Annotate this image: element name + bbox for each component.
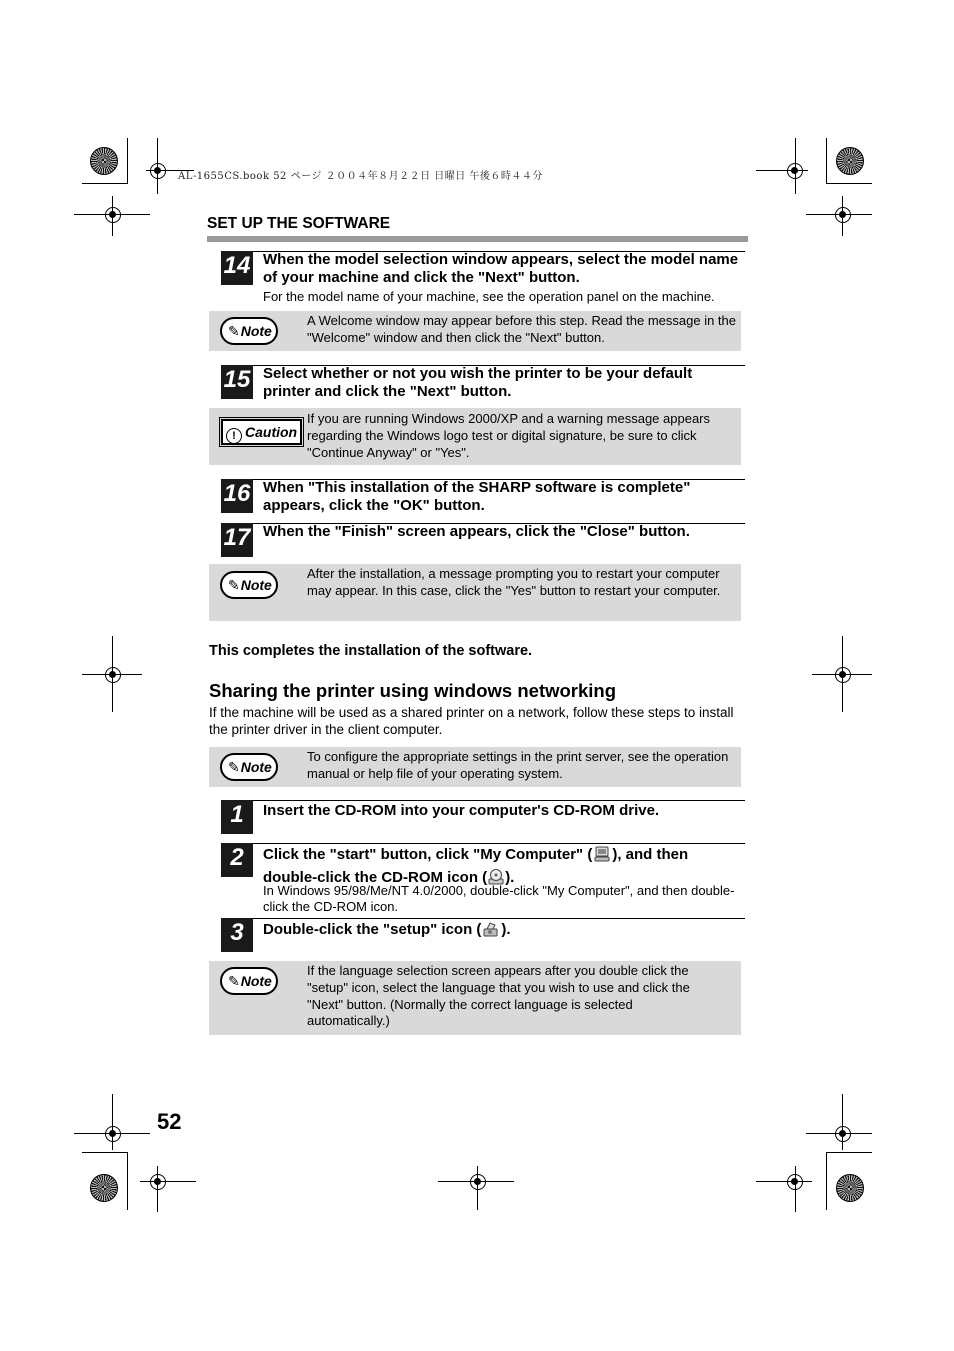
step-instruction: Select whether or not you wish the printer to be your default printer and click the "Next" button. [263,365,693,400]
note-box [209,747,741,787]
pencil-icon: ✎ [228,323,240,339]
registration-target-icon [150,163,166,179]
note-text: If the language selection screen appears after you double click the "setup" icon, select the language that you wish to use and click the "Next" button. (Normally the correct language is selected automatically.) [307,963,690,1029]
note-text: After the installation, a message prompting you to restart your computer may appear. In this case, click the "Yes" button to restart your computer. [307,566,721,598]
warning-icon: ! [226,428,242,444]
caution-box [209,408,741,465]
registration-target-icon [150,1174,166,1190]
registration-target-icon [470,1174,486,1190]
step-instruction: When the model selection window appears, select the model name of your machine and click the "Next" button. [263,251,739,286]
caution-text: If you are running Windows 2000/XP and a warning message appears regarding the Windows logo test or digital signature, be sure to click "Continue Anyway" or "Yes". [307,411,711,460]
subsection-heading: Sharing the printer using windows networking [209,680,617,701]
registration-target-icon [105,207,121,223]
section-title: SET UP THE SOFTWARE [207,215,391,232]
pencil-icon: ✎ [228,577,240,593]
step-number: 16 [221,479,253,513]
registration-sunburst-icon [90,147,118,175]
note-badge: ✎Note [220,967,278,995]
setup-icon [481,920,501,943]
step-detail: In Windows 95/98/Me/NT 4.0/2000, double-click "My Computer", and then double-click the CD-ROM icon. [263,883,735,914]
step-instruction: When the "Finish" screen appears, click the "Close" button. [263,523,690,540]
registration-target-icon [787,1174,803,1190]
pencil-icon: ✎ [228,759,240,775]
note-badge: ✎Note [220,753,278,781]
note-text: To configure the appropriate settings in the print server, see the operation manual or help file of your operating system. [307,749,729,781]
note-box [209,961,741,1035]
section-rule [207,236,748,242]
step-number: 1 [221,800,253,834]
registration-target-icon [787,163,803,179]
registration-sunburst-icon [836,147,864,175]
step-number: 17 [221,523,253,557]
note-badge: ✎Note [220,317,278,345]
registration-sunburst-icon [90,1174,118,1202]
step-number: 14 [221,251,253,285]
page-number: 52 [157,1109,182,1134]
registration-target-icon [835,1126,851,1142]
completion-message: This completes the installation of the software. [209,643,533,659]
step-instruction: Click the "start" button, click "My Computer" ( ), and then double-click the CD-ROM icon ( ). [263,845,743,891]
subsection-intro: If the machine will be used as a shared printer on a network, follow these steps to install the printer driver in the client computer. [209,705,734,737]
registration-target-icon [835,667,851,683]
pencil-icon: ✎ [228,973,240,989]
step-number: 2 [221,843,253,877]
step-instruction: When "This installation of the SHARP software is complete" appears, click the "OK" button. [263,479,691,514]
registration-target-icon [835,207,851,223]
note-box [209,564,741,621]
step-detail: For the model name of your machine, see the operation panel on the machine. [263,289,715,304]
step-instruction: Double-click the "setup" icon ( ). [263,920,743,943]
step-number: 3 [221,918,253,952]
registration-target-icon [105,667,121,683]
my-computer-icon [592,845,612,868]
note-text: A Welcome window may appear before this step. Read the message in the "Welcome" window and then click the "Next" button. [307,313,736,345]
note-badge: ✎Note [220,571,278,599]
note-box [209,311,741,351]
print-header-meta: AL-1655CS.book 52 ページ ２００４年８月２２日 日曜日 午後６時４４分 [178,171,543,182]
registration-target-icon [105,1126,121,1142]
step-number: 15 [221,365,253,399]
caution-badge: ! Caution [221,419,302,445]
step-instruction: Insert the CD-ROM into your computer's CD-ROM drive. [263,802,660,819]
registration-sunburst-icon [836,1174,864,1202]
